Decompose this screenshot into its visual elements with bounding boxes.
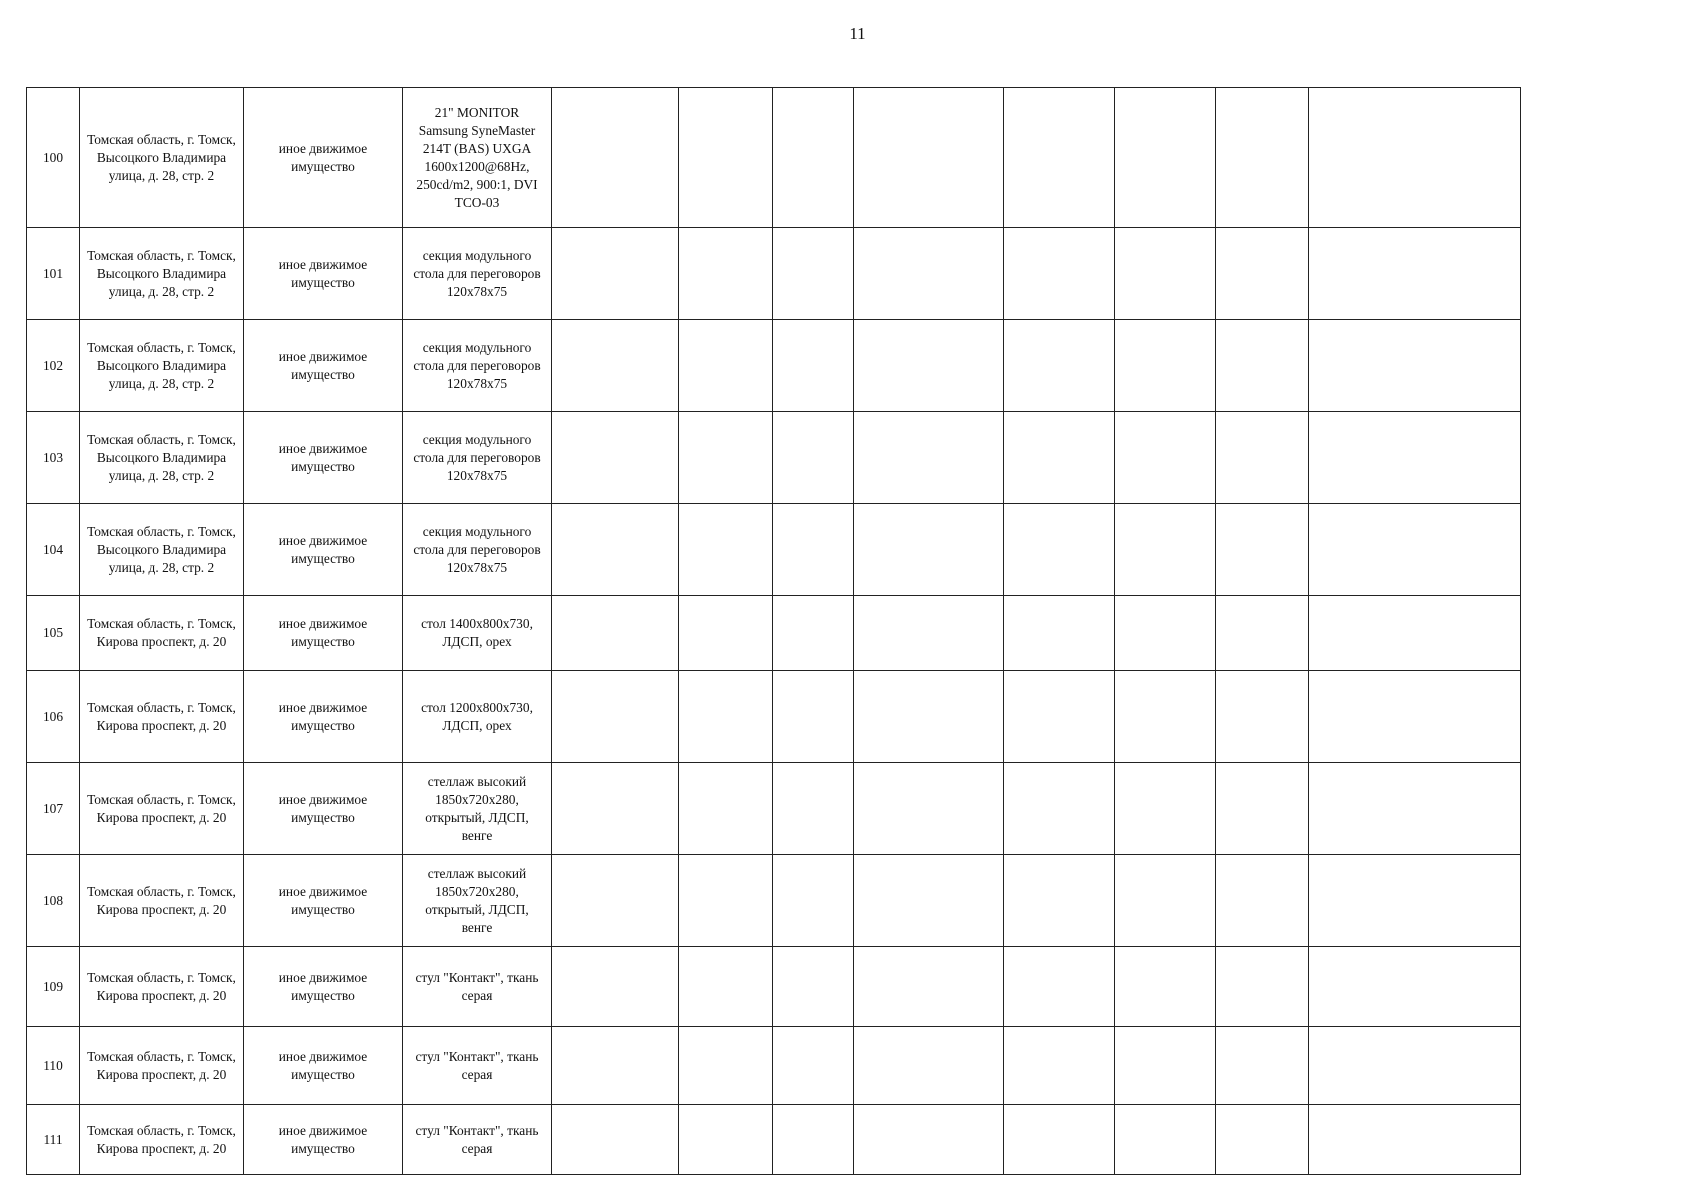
property-name-cell: стул "Контакт", ткань серая (403, 1105, 552, 1175)
empty-cell (552, 596, 679, 671)
property-type-cell: иное движимое имущество (244, 763, 403, 855)
address-cell: Томская область, г. Томск, Высоцкого Владимира улица, д. 28, стр. 2 (80, 88, 244, 228)
address-cell: Томская область, г. Томск, Кирова проспект, д. 20 (80, 1105, 244, 1175)
table-row (27, 412, 1521, 504)
empty-cell (1115, 228, 1216, 320)
property-type-cell: иное движимое имущество (244, 412, 403, 504)
empty-cell (773, 412, 854, 504)
empty-cell (552, 1027, 679, 1105)
address-cell: Томская область, г. Томск, Высоцкого Владимира улица, д. 28, стр. 2 (80, 504, 244, 596)
empty-cell (854, 1105, 1004, 1175)
empty-cell (1309, 320, 1521, 412)
empty-cell (773, 855, 854, 947)
empty-cell (1309, 1105, 1521, 1175)
table-row (27, 88, 1521, 228)
empty-cell (1216, 596, 1309, 671)
empty-cell (1309, 412, 1521, 504)
empty-cell (854, 228, 1004, 320)
empty-cell (1309, 596, 1521, 671)
empty-cell (773, 1027, 854, 1105)
empty-cell (1309, 88, 1521, 228)
empty-cell (1115, 1027, 1216, 1105)
address-cell: Томская область, г. Томск, Высоцкого Владимира улица, д. 28, стр. 2 (80, 228, 244, 320)
empty-cell (854, 596, 1004, 671)
empty-cell (552, 855, 679, 947)
empty-cell (1004, 947, 1115, 1027)
row-number-cell: 105 (27, 596, 80, 671)
empty-cell (854, 320, 1004, 412)
table-row (27, 947, 1521, 1027)
empty-cell (854, 504, 1004, 596)
row-number-cell: 101 (27, 228, 80, 320)
empty-cell (1004, 855, 1115, 947)
row-number-cell: 109 (27, 947, 80, 1027)
empty-cell (679, 763, 773, 855)
empty-cell (679, 320, 773, 412)
row-number-cell: 111 (27, 1105, 80, 1175)
empty-cell (1004, 412, 1115, 504)
property-type-cell: иное движимое имущество (244, 504, 403, 596)
empty-cell (773, 763, 854, 855)
empty-cell (1004, 763, 1115, 855)
empty-cell (773, 504, 854, 596)
row-number-cell: 100 (27, 88, 80, 228)
empty-cell (773, 671, 854, 763)
empty-cell (1115, 1105, 1216, 1175)
property-name-cell: 21" MONITOR Samsung SyneMaster 214T (BAS) UXGA 1600x1200@68Hz, 250cd/m2, 900:1, DVI TCO-03 (403, 88, 552, 228)
empty-cell (552, 88, 679, 228)
address-cell: Томская область, г. Томск, Кирова проспект, д. 20 (80, 947, 244, 1027)
property-name-cell: стеллаж высокий 1850х720х280, открытый, ЛДСП, венге (403, 763, 552, 855)
empty-cell (679, 596, 773, 671)
row-number-cell: 110 (27, 1027, 80, 1105)
empty-cell (679, 855, 773, 947)
empty-cell (679, 228, 773, 320)
empty-cell (773, 88, 854, 228)
empty-cell (1216, 504, 1309, 596)
empty-cell (854, 88, 1004, 228)
empty-cell (854, 671, 1004, 763)
property-registry-table (26, 87, 1521, 1175)
empty-cell (1216, 1027, 1309, 1105)
address-cell: Томская область, г. Томск, Кирова проспект, д. 20 (80, 855, 244, 947)
empty-cell (1309, 947, 1521, 1027)
empty-cell (1309, 671, 1521, 763)
empty-cell (1115, 88, 1216, 228)
empty-cell (552, 947, 679, 1027)
property-type-cell: иное движимое имущество (244, 88, 403, 228)
empty-cell (1115, 763, 1216, 855)
empty-cell (1216, 671, 1309, 763)
property-type-cell: иное движимое имущество (244, 1027, 403, 1105)
table-row (27, 320, 1521, 412)
empty-cell (552, 504, 679, 596)
empty-cell (679, 1027, 773, 1105)
empty-cell (552, 763, 679, 855)
empty-cell (1216, 947, 1309, 1027)
empty-cell (1216, 855, 1309, 947)
table-row (27, 1105, 1521, 1175)
property-type-cell: иное движимое имущество (244, 1105, 403, 1175)
empty-cell (552, 671, 679, 763)
empty-cell (773, 228, 854, 320)
page-number: 11 (849, 24, 866, 43)
empty-cell (552, 320, 679, 412)
table-body (27, 88, 1521, 1175)
empty-cell (1004, 504, 1115, 596)
table-row (27, 504, 1521, 596)
empty-cell (1216, 763, 1309, 855)
empty-cell (679, 412, 773, 504)
empty-cell (1309, 1027, 1521, 1105)
address-cell: Томская область, г. Томск, Кирова проспект, д. 20 (80, 763, 244, 855)
empty-cell (773, 947, 854, 1027)
address-cell: Томская область, г. Томск, Высоцкого Владимира улица, д. 28, стр. 2 (80, 412, 244, 504)
empty-cell (773, 596, 854, 671)
table-row (27, 1027, 1521, 1105)
address-cell: Томская область, г. Томск, Высоцкого Владимира улица, д. 28, стр. 2 (80, 320, 244, 412)
property-name-cell: стул "Контакт", ткань серая (403, 947, 552, 1027)
empty-cell (1004, 1027, 1115, 1105)
property-type-cell: иное движимое имущество (244, 947, 403, 1027)
empty-cell (679, 671, 773, 763)
empty-cell (1309, 855, 1521, 947)
row-number-cell: 103 (27, 412, 80, 504)
empty-cell (1309, 228, 1521, 320)
empty-cell (1004, 88, 1115, 228)
table-row (27, 763, 1521, 855)
empty-cell (854, 855, 1004, 947)
empty-cell (679, 88, 773, 228)
property-name-cell: секция модульного стола для переговоров 120х78х75 (403, 320, 552, 412)
property-name-cell: стеллаж высокий 1850х720х280, открытый, ЛДСП, венге (403, 855, 552, 947)
empty-cell (854, 763, 1004, 855)
empty-cell (854, 412, 1004, 504)
empty-cell (552, 228, 679, 320)
empty-cell (1004, 1105, 1115, 1175)
table-row (27, 855, 1521, 947)
empty-cell (1216, 88, 1309, 228)
empty-cell (679, 1105, 773, 1175)
empty-cell (1004, 596, 1115, 671)
empty-cell (1309, 763, 1521, 855)
address-cell: Томская область, г. Томск, Кирова проспект, д. 20 (80, 671, 244, 763)
row-number-cell: 104 (27, 504, 80, 596)
property-type-cell: иное движимое имущество (244, 596, 403, 671)
empty-cell (1004, 671, 1115, 763)
empty-cell (679, 504, 773, 596)
row-number-cell: 102 (27, 320, 80, 412)
property-name-cell: стол 1200х800х730, ЛДСП, орех (403, 671, 552, 763)
empty-cell (1115, 671, 1216, 763)
address-cell: Томская область, г. Томск, Кирова проспект, д. 20 (80, 596, 244, 671)
empty-cell (1309, 504, 1521, 596)
property-name-cell: секция модульного стола для переговоров 120х78х75 (403, 228, 552, 320)
row-number-cell: 108 (27, 855, 80, 947)
empty-cell (1115, 947, 1216, 1027)
empty-cell (773, 320, 854, 412)
property-type-cell: иное движимое имущество (244, 855, 403, 947)
empty-cell (1216, 228, 1309, 320)
empty-cell (773, 1105, 854, 1175)
empty-cell (1115, 412, 1216, 504)
property-name-cell: стол 1400х800х730, ЛДСП, орех (403, 596, 552, 671)
table-row (27, 596, 1521, 671)
address-cell: Томская область, г. Томск, Кирова проспект, д. 20 (80, 1027, 244, 1105)
row-number-cell: 107 (27, 763, 80, 855)
empty-cell (854, 1027, 1004, 1105)
property-type-cell: иное движимое имущество (244, 671, 403, 763)
property-name-cell: стул "Контакт", ткань серая (403, 1027, 552, 1105)
empty-cell (1004, 228, 1115, 320)
empty-cell (1004, 320, 1115, 412)
empty-cell (679, 947, 773, 1027)
empty-cell (1216, 1105, 1309, 1175)
row-number-cell: 106 (27, 671, 80, 763)
table-row (27, 671, 1521, 763)
empty-cell (1216, 320, 1309, 412)
empty-cell (1115, 596, 1216, 671)
empty-cell (1115, 320, 1216, 412)
property-name-cell: секция модульного стола для переговоров 120х78х75 (403, 504, 552, 596)
empty-cell (1216, 412, 1309, 504)
empty-cell (854, 947, 1004, 1027)
empty-cell (1115, 855, 1216, 947)
empty-cell (552, 412, 679, 504)
empty-cell (1115, 504, 1216, 596)
empty-cell (552, 1105, 679, 1175)
property-type-cell: иное движимое имущество (244, 228, 403, 320)
table-row (27, 228, 1521, 320)
property-type-cell: иное движимое имущество (244, 320, 403, 412)
property-name-cell: секция модульного стола для переговоров 120х78х75 (403, 412, 552, 504)
